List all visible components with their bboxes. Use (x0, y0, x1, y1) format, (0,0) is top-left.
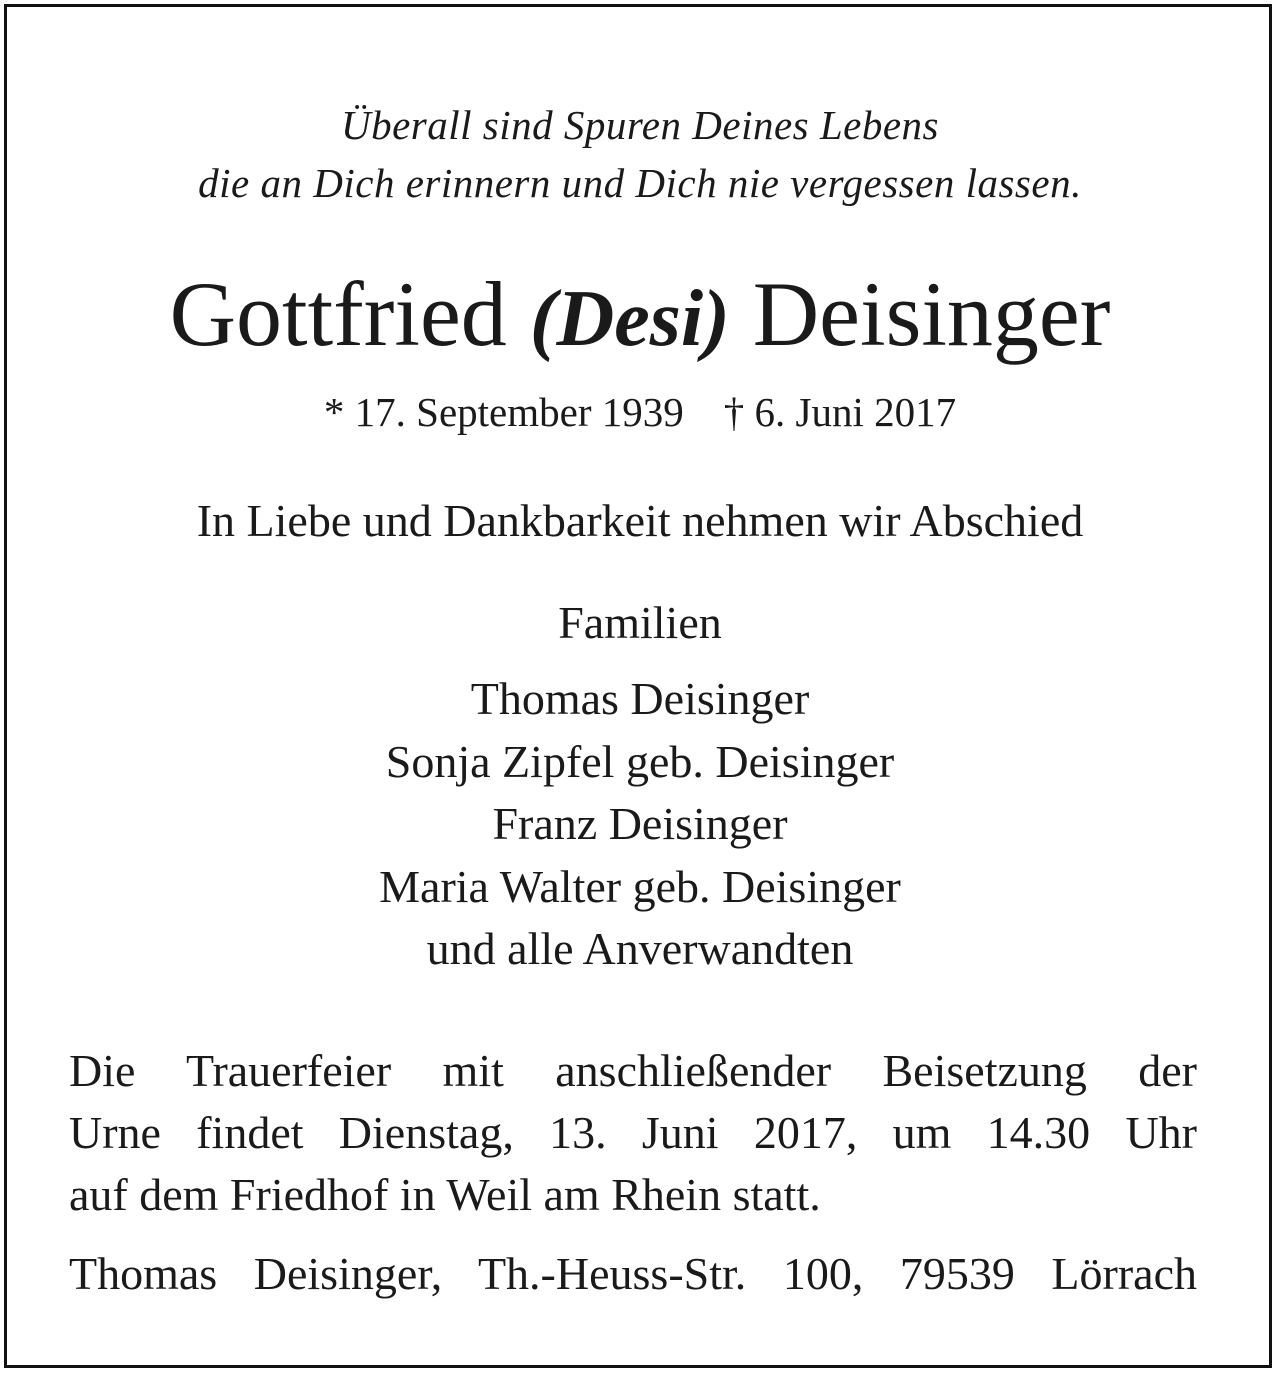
ceremony-line-1: Die Trauerfeier mit anschließender Beisetzung der (69, 1045, 1197, 1096)
ceremony-line-2: Urne findet Dienstag, 13. Juni 2017, um 14.30 Uhr (69, 1107, 1197, 1158)
deceased-name (0, 262, 1280, 371)
last-name: Deisinger (752, 263, 1111, 365)
relative-item: und alle Anverwandten (426, 923, 854, 974)
motto-line-2: die an Dich erinnern und Dich nie vergessen lassen. (198, 160, 1082, 206)
life-dates (0, 388, 1280, 436)
motto (0, 96, 1280, 212)
motto-line-1: Überall sind Spuren Deines Lebens (340, 102, 940, 148)
first-name: Gottfried (169, 263, 507, 365)
birth-date: * 17. September 1939 (323, 389, 684, 435)
relatives-list (0, 668, 1280, 981)
relative-item: Maria Walter geb. Deisinger (379, 860, 901, 912)
farewell-text: In Liebe und Dankbarkeit nehmen wir Abschied (196, 495, 1084, 546)
contact-address: Thomas Deisinger, Th.-Heuss-Str. 100, 79539 Lörrach (69, 1248, 1197, 1299)
ceremony-line-3: auf dem Friedhof in Weil am Rhein statt. (69, 1169, 821, 1220)
nickname: (Desi) (529, 275, 730, 363)
relative-item: Franz Deisinger (492, 798, 788, 849)
death-date: † 6. Juni 2017 (723, 389, 957, 435)
relative-item: Sonja Zipfel geb. Deisinger (385, 735, 895, 787)
relative-item: Thomas Deisinger (470, 673, 810, 724)
ceremony-info (69, 1040, 1197, 1226)
families-label: Familien (558, 597, 722, 648)
